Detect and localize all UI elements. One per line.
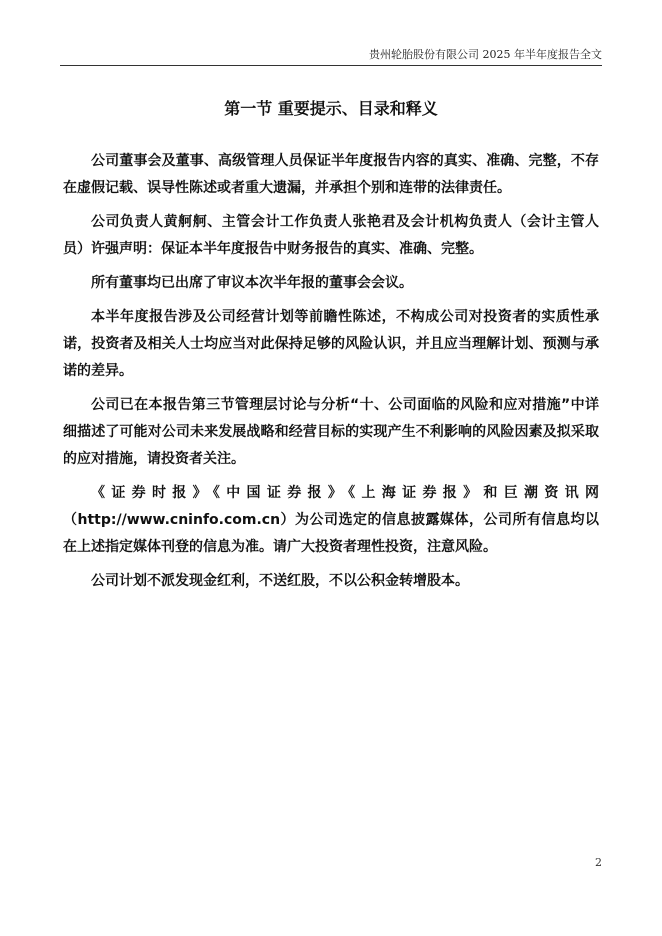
- running-header: 贵州轮胎股份有限公司 2025 年半年度报告全文: [369, 48, 602, 61]
- header-rule: [60, 65, 602, 66]
- paragraph-board-attendance: 所有董事均已出席了审议本次半年报的董事会会议。: [91, 275, 413, 291]
- paragraph-disclosure-media: 《证券时报》《中国证券报》《上海证券报》和巨潮资讯网（http://www.cninfo.com.cn）为公司选定的信息披露媒体，公司所有信息均以在上述指定媒体刊登的信息为准。请广大投资者理性投资，注意风险。: [63, 485, 599, 555]
- section-title: 第一节 重要提示、目录和释义: [224, 99, 438, 118]
- body-text: [63, 148, 599, 602]
- paragraph-risk-factors: 公司已在本报告第三节管理层讨论与分析“十、公司面临的风险和应对措施”中详细描述了可能对公司未来发展战略和经营目标的实现产生不利影响的风险因素及拟采取的应对措施，请投资者关注。: [63, 397, 599, 467]
- page-number: 2: [595, 856, 602, 869]
- paragraph-responsible-persons: 公司负责人黄舸舸、主管会计工作负责人张艳君及会计机构负责人（会计主管人员）许强声明：保证本半年度报告中财务报告的真实、准确、完整。: [63, 214, 599, 257]
- paragraph-board-guarantee: 公司董事会及董事、高级管理人员保证半年度报告内容的真实、准确、完整，不存在虚假记载、误导性陈述或者重大遗漏，并承担个别和连带的法律责任。: [63, 153, 599, 196]
- paragraph-dividend-plan: 公司计划不派发现金红利，不送红股，不以公积金转增股本。: [91, 573, 469, 589]
- paragraph-forward-looking: 本半年度报告涉及公司经营计划等前瞻性陈述，不构成公司对投资者的实质性承诺，投资者及相关人士均应当对此保持足够的风险认识，并且应当理解计划、预测与承诺的差异。: [63, 309, 599, 379]
